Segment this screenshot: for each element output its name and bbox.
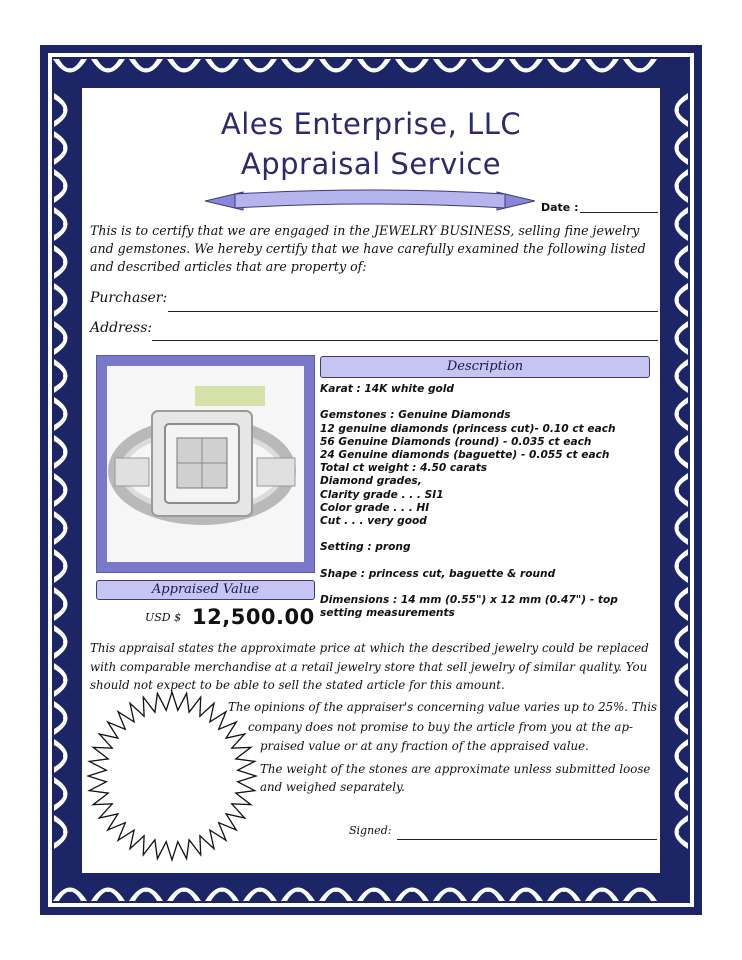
description-list — [320, 383, 650, 621]
description-heading: Description — [320, 356, 650, 378]
opinions-line-3: praised value or at any fraction of the appraised value. — [260, 739, 589, 753]
description-line: 56 Genuine Diamonds (round) - 0.035 ct each — [320, 435, 592, 448]
date-line[interactable] — [580, 212, 658, 213]
description-line: Color grade . . . HI — [320, 501, 430, 514]
description-line: 24 Genuine diamonds (baguette) - 0.055 ct each — [320, 449, 610, 462]
ring-photo-frame — [96, 355, 315, 573]
description-line: setting measurements — [320, 607, 455, 620]
description-line: 12 genuine diamonds (princess cut)- 0.10 ct each — [320, 422, 616, 435]
description-line — [320, 555, 650, 568]
description-line: Clarity grade . . . SI1 — [320, 488, 444, 501]
description-line — [320, 528, 650, 541]
intro-text: This is to certify that we are engaged in the JEWELRY BUSINESS, selling fine jewelry and gemstones. We hereby certify that we have carefully examined the following listed and described articles that are property of: — [90, 223, 646, 274]
ring-icon — [107, 366, 304, 562]
address-label: Address: — [90, 320, 153, 336]
address-line[interactable] — [152, 340, 658, 341]
description-line: Karat : 14K white gold — [320, 383, 455, 395]
signed-label: Signed: — [349, 824, 392, 837]
description-line: Cut . . . very good — [320, 515, 427, 528]
description-line: Total ct weight : 4.50 carats — [320, 462, 488, 475]
purchaser-line[interactable] — [168, 311, 658, 312]
purchaser-label: Purchaser: — [90, 290, 168, 306]
currency-label: USD $ — [145, 611, 182, 624]
description-line: Dimensions : 14 mm (0.55") x 12 mm (0.47") - top — [320, 594, 618, 607]
company-title: Ales Enterprise, LLC — [220, 107, 522, 141]
service-title: Appraisal Service — [240, 147, 502, 181]
description-line: Diamond grades, — [320, 475, 422, 488]
appraised-value: 12,500.00 — [192, 605, 315, 629]
disclaimer-text: This appraisal states the approximate price at which the described jewelry could be replaced with comparable merchandise at a retail jewelry store that sell jewelry of similar quality. You should not expect to be able to sell the stated article for this amount. — [90, 641, 649, 692]
description-line: Shape : princess cut, baguette & round — [320, 567, 556, 580]
description-line — [320, 581, 650, 594]
weight-note-line-2: and weighed separately. — [260, 780, 405, 794]
date-label: Date : — [541, 201, 579, 214]
appraised-value-label: Appraised Value — [96, 580, 315, 600]
signature-line[interactable] — [397, 839, 657, 840]
opinions-line-2: company does not promise to buy the article from you at the ap- — [248, 720, 634, 734]
description-line: Setting : prong — [320, 541, 411, 554]
opinions-line-1: The opinions of the appraiser's concerning value varies up to 25%. This — [228, 700, 658, 714]
description-line: Gemstones : Genuine Diamonds — [320, 409, 511, 422]
description-line — [320, 396, 650, 409]
ring-photo — [107, 366, 304, 562]
ribbon-banner — [205, 188, 535, 214]
weight-note-line-1: The weight of the stones are approximate unless submitted loose — [260, 762, 651, 776]
